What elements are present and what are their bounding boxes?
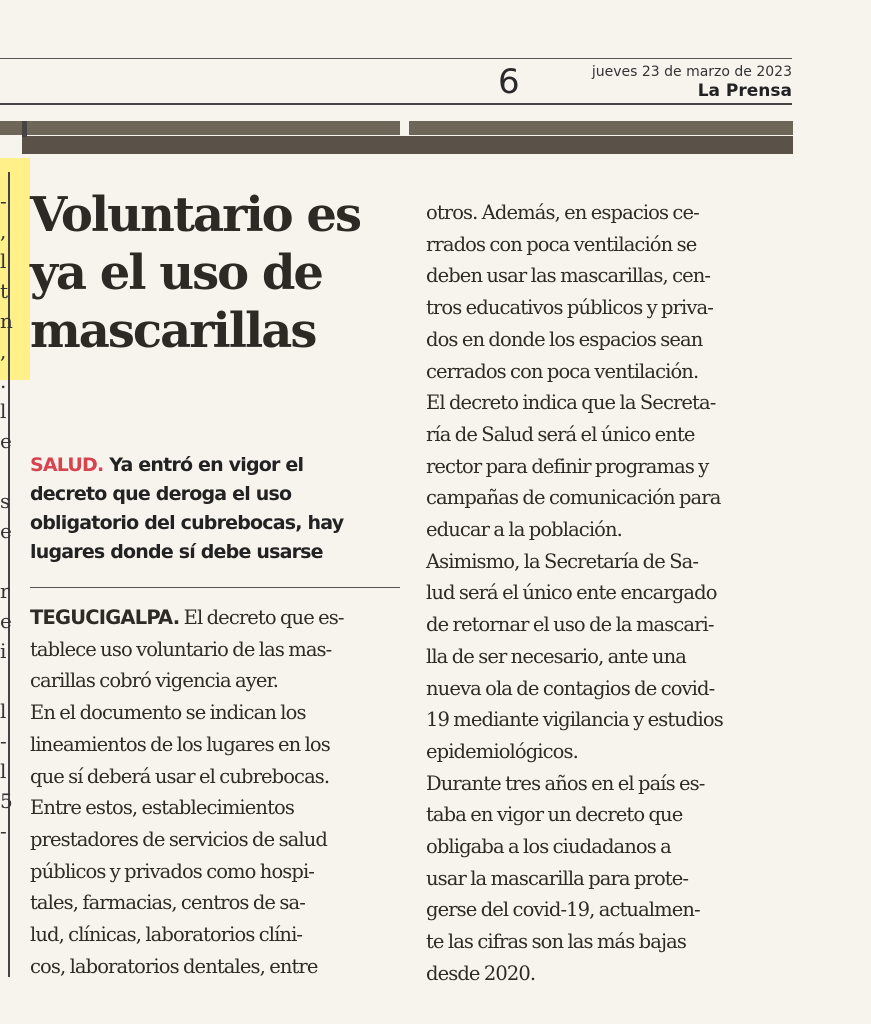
section-bar-left <box>0 121 400 135</box>
body-line: rector para definir programas y <box>426 454 709 478</box>
headline <box>30 186 410 360</box>
edge-letter <box>0 546 14 576</box>
body-line-text: El decreto que es- <box>179 606 344 629</box>
summary-line: Ya entró en vigor el <box>103 454 304 476</box>
body-line: desde 2020. <box>426 961 536 985</box>
body-line: epidemiológicos. <box>426 739 578 763</box>
body-line: de retornar el uso de la mascari- <box>426 613 714 637</box>
edge-letter: - <box>0 819 7 843</box>
body-line: Durante tres años en el país es- <box>426 771 705 795</box>
edge-letter: l <box>0 399 7 423</box>
header-rule <box>0 103 792 105</box>
body-line: gerse del covid-19, actualmen- <box>426 898 700 922</box>
body-line: lla de ser necesario, ante una <box>426 644 686 668</box>
edge-letter: t <box>0 279 9 303</box>
section-tick <box>22 121 27 137</box>
edge-letter: r <box>0 579 10 603</box>
headline-line: ya el uso de <box>30 245 322 301</box>
body-line: usar la mascarilla para prote- <box>426 866 689 890</box>
body-line: prestadores de servicios de salud <box>30 827 327 851</box>
body-line: En el documento se indican los <box>30 701 306 725</box>
body-column-left <box>30 602 402 982</box>
edge-letter: l <box>0 759 7 783</box>
body-line: Entre estos, establecimientos <box>30 796 294 820</box>
summary-separator <box>30 587 400 588</box>
edge-letter: 5 <box>0 789 13 813</box>
publication-name: La Prensa <box>697 81 792 101</box>
body-line: nueva ola de contagios de covid- <box>426 676 715 700</box>
edge-letter <box>0 456 14 486</box>
edge-letter: e <box>0 429 12 453</box>
body-line: deben usar las mascarillas, cen- <box>426 264 711 288</box>
body-line: lud será el único ente encargado <box>426 581 717 605</box>
edge-letter: n <box>0 309 13 333</box>
body-line: que sí deberá usar el cubrebocas. <box>30 764 330 788</box>
body-line: tales, farmacias, centros de sa- <box>30 891 305 915</box>
body-line: lud, clínicas, laboratorios clíni- <box>30 923 303 947</box>
page-number: 6 <box>498 62 520 102</box>
body-line: Asimismo, la Secretaría de Sa- <box>426 549 699 573</box>
body-line: El decreto indica que la Secreta- <box>426 391 716 415</box>
headline-line: Voluntario es <box>30 187 360 243</box>
summary-line: obligatorio del cubrebocas, hay <box>30 512 344 534</box>
edge-letter: , <box>0 339 7 363</box>
body-line: educar a la población. <box>426 518 622 542</box>
section-tag: SALUD. <box>30 454 104 476</box>
edge-letter: - <box>0 189 7 213</box>
body-line: tros educativos públicos y priva- <box>426 296 713 320</box>
headline-line: mascarillas <box>30 303 316 359</box>
body-line: cerrados con poca ventilación. <box>426 359 699 383</box>
body-line: 19 mediante vigilancia y estudios <box>426 708 723 732</box>
body-line: te las cifras son las más bajas <box>426 930 686 954</box>
section-bar-right <box>409 121 793 135</box>
body-line: tablece uso voluntario de las mas- <box>30 637 332 661</box>
body-line: públicos y privados como hospi- <box>30 859 314 883</box>
edge-letter <box>0 666 14 696</box>
edge-letter: e <box>0 609 12 633</box>
edge-letter: i <box>0 639 7 663</box>
edge-letter: s <box>0 489 11 513</box>
edge-letter: l <box>0 249 7 273</box>
edge-letter: . <box>0 369 7 393</box>
dateline: TEGUCIGALPA. <box>30 606 180 629</box>
top-rule <box>0 58 792 59</box>
body-line: taba en vigor un decreto que <box>426 803 683 827</box>
body-line: cos, laboratorios dentales, entre <box>30 954 318 978</box>
adjacent-column-edge <box>0 186 14 846</box>
body-column-right <box>426 197 796 990</box>
summary-line: lugares donde sí debe usarse <box>30 541 323 563</box>
summary <box>30 451 400 567</box>
body-line <box>30 602 402 634</box>
edge-letter: - <box>0 729 7 753</box>
section-band <box>22 136 793 154</box>
body-line: campañas de comunicación para <box>426 486 721 510</box>
edge-letter: , <box>0 219 7 243</box>
issue-date: jueves 23 de marzo de 2023 <box>591 64 792 80</box>
body-line: rrados con poca ventilación se <box>426 232 697 256</box>
body-line: lineamientos de los lugares en los <box>30 732 330 756</box>
summary-line: decreto que deroga el uso <box>30 483 292 505</box>
edge-letter: l <box>0 699 7 723</box>
body-line: dos en donde los espacios sean <box>426 327 703 351</box>
edge-letter: e <box>0 519 12 543</box>
body-line: ría de Salud será el único ente <box>426 422 695 446</box>
body-line: otros. Además, en espacios ce- <box>426 201 699 224</box>
body-line: carillas cobró vigencia ayer. <box>30 669 279 693</box>
body-line: obligaba a los ciudadanos a <box>426 835 671 859</box>
